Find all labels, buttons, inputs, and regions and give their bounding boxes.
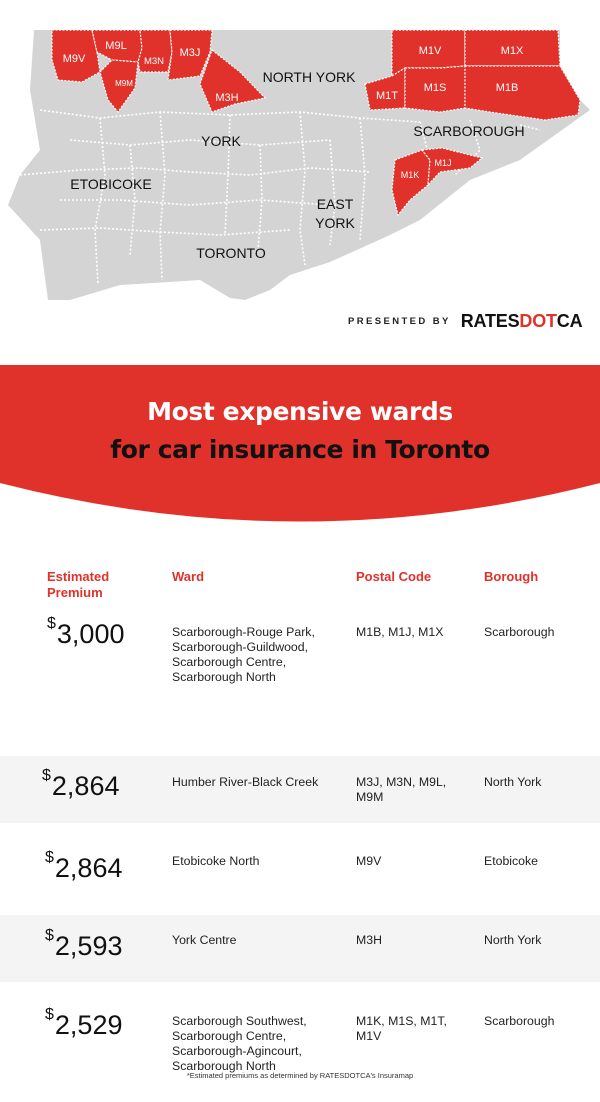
ward-names: York Centre [172,933,237,947]
postal-label-m9m: M9M [115,79,133,88]
borough: Etobicoke [484,854,539,868]
region-label-scarborough: SCARBOROUGH [413,123,525,139]
region-label-etobicoke: ETOBICOKE [70,176,152,192]
borough: North York [484,775,542,789]
header-postal-code: Postal Code [356,569,432,584]
table-row [0,605,600,703]
postal-label-m1t: M1T [376,90,398,102]
postal-codes: M1K, M1S, M1T, M1V [356,1014,447,1043]
title-banner [0,365,600,525]
postal-label-m3j: M3J [179,47,201,59]
toronto-map [0,0,600,340]
presented-by-credit [348,311,582,332]
postal-codes: M9V [356,854,382,868]
borough: North York [484,933,542,947]
region-label-east: EAST [316,196,354,212]
postal-label-m1j: M1J [434,158,452,168]
table-row [0,915,600,982]
region-label-york: YORK [201,133,241,149]
ward-names: Humber River-Black Creek [172,775,319,789]
table-header [0,555,600,605]
postal-label-m1k: M1K [400,170,420,180]
postal-codes: M3J, M3N, M9L, M9M [356,775,447,804]
postal-label-m1s: M1S [423,82,447,94]
header-premium: Estimated Premium [47,569,110,600]
header-ward: Ward [172,569,205,584]
table-row [0,756,600,823]
headline-line-1: Most expensive wards [147,397,453,426]
header-borough: Borough [484,569,539,584]
premium-table [0,555,600,1092]
premium-value: $2,864 [45,849,123,883]
presented-by-label: PRESENTED BY [348,316,451,327]
headline-line-2: for car insurance in Toronto [110,435,490,464]
premium-value: $3,000 [47,615,125,649]
table-row [0,823,600,915]
brand-logo: RATESDOTCA [460,311,583,331]
premium-value: $2,529 [45,1006,123,1040]
region-label-east-york: YORK [315,215,355,231]
postal-label-m3n: M3N [143,56,165,67]
postal-label-m9l: M9L [105,40,127,52]
postal-codes: M1B, M1J, M1X [356,625,444,639]
postal-label-m1b: M1B [495,82,519,94]
postal-label-m1x: M1X [500,45,524,57]
postal-codes: M3H [356,933,382,947]
footnote: *Estimated premiums as determined by RATESDOTCA's Insuramap [186,1071,414,1080]
ward-names: Etobicoke North [172,854,260,868]
premium-value: $2,864 [42,767,120,801]
postal-label-m1v: M1V [418,45,442,57]
postal-label-m9v: M9V [62,53,86,65]
postal-label-m3h: M3H [215,92,239,104]
region-label-toronto: TORONTO [196,245,266,261]
ward-names: Scarborough-Rouge Park, Scarborough-Guildwood, Scarborough Centre, Scarborough North [172,625,315,684]
premium-value: $2,593 [45,927,123,961]
borough: Scarborough [484,1014,555,1028]
region-label-north-york: NORTH YORK [262,69,356,85]
ward-names: Scarborough Southwest, Scarborough Centre, Scarborough-Agincourt, Scarborough North [172,1014,307,1073]
map-graphic [0,0,600,340]
borough: Scarborough [484,625,555,639]
